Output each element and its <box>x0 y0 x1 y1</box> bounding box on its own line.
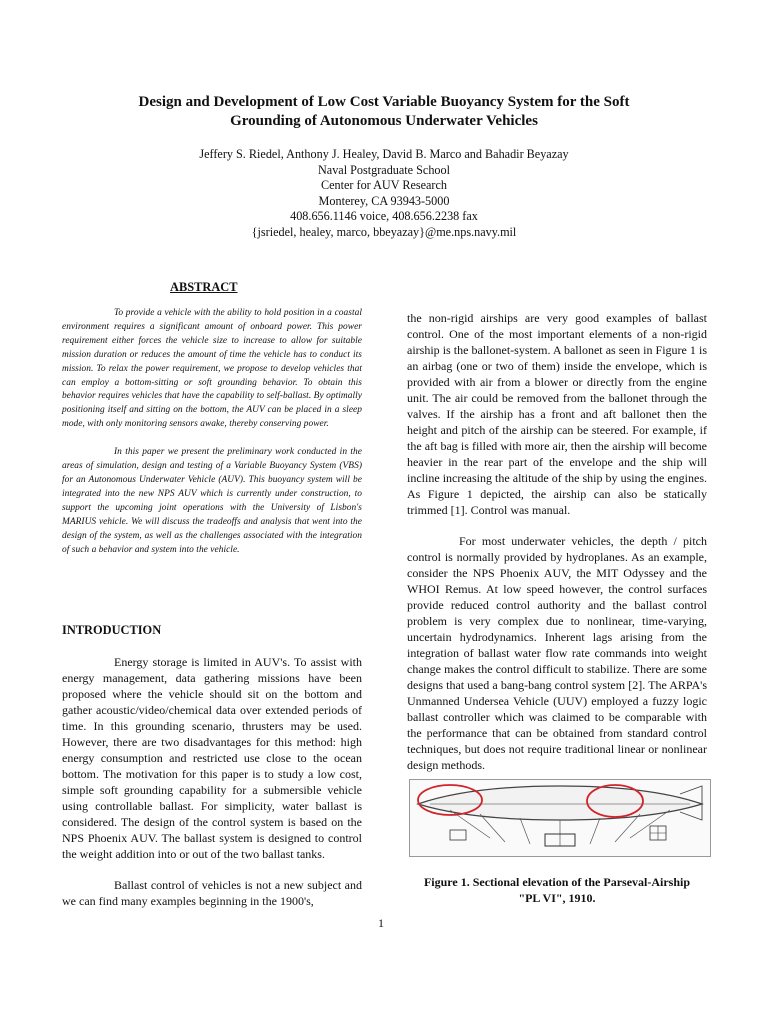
title-line-2: Grounding of Autonomous Underwater Vehicles <box>230 113 538 129</box>
introduction-body <box>62 654 362 862</box>
affiliation-line: Monterey, CA 93943-5000 <box>318 193 450 208</box>
airship-figure <box>409 779 711 857</box>
author-block <box>60 147 708 241</box>
caption-line-1: Figure 1. Sectional elevation of the Parseval-Airship <box>423 875 691 889</box>
affiliation-line: Center for AUV Research <box>320 178 447 193</box>
body-paragraph: Energy storage is limited in AUV's. To assist with energy management, data gathering missions have been proposed where the vehicle should sit on the bottom and gather acoustic/video/chemical data over extended periods of time. In this grounding scenario, thrusters may be used. However, there are two disadvantages for this method: high energy consumption and restricted use close to the ocean bottom. The motivation for this paper is to study a low cost, simple soft grounding capability for a submersible vehicle using controllable ballast. For simplicity, water ballast is considered. The design of the control system is based on the NPS Phoenix AUV. The ballast system is designed to control the weight addition into or out of the two ballast tanks. <box>62 655 362 861</box>
caption-line-2: "PL VI", 1910. <box>518 891 596 905</box>
introduction-body-continued <box>62 877 362 909</box>
contact-email: {jsriedel, healey, marco, bbeyazay}@me.nps.navy.mil <box>251 224 517 239</box>
author-names: Jeffery S. Riedel, Anthony J. Healey, David B. Marco and Bahadir Beyazay <box>199 147 569 161</box>
page-number: 1 <box>378 916 384 930</box>
figure-caption <box>407 874 707 906</box>
title-line-1: Design and Development of Low Cost Variable Buoyancy System for the Soft <box>138 94 630 110</box>
body-paragraph: Ballast control of vehicles is not a new subject and we can find many examples beginning in the 1900's, <box>62 878 362 908</box>
introduction-heading: INTRODUCTION <box>62 623 162 637</box>
airship-drawing <box>410 780 710 856</box>
abstract-paragraph: To provide a vehicle with the ability to hold position in a coastal environment requires a significant amount of onboard power. This power requirement either forces the vehicle size to increase to allow for suitable mission duration or reduces the amount of time the vehicle has to conduct its mission. To relax the power requirement, we propose to develop vehicles that can employ a bottom-sitting or soft grounding behavior. To obtain this behavior requires vehicles that have the capability to self-ballast. By optimally positioning itself and sitting on the bottom, the AUV can be placed in a sleep mode, with only monitoring sensors awake, thereby conserving power. <box>62 308 362 430</box>
abstract-body <box>62 307 362 557</box>
right-column-body <box>407 310 707 518</box>
contact-phone: 408.656.1146 voice, 408.656.2238 fax <box>290 209 478 224</box>
right-column-body-continued <box>407 533 707 773</box>
abstract-paragraph: In this paper we present the preliminary work conducted in the areas of simulation, design and testing of a Variable Buoyancy System (VBS) for an Autonomous Underwater Vehicle (AUV). This buoyancy system will be integrated into the new NPS AUV which is currently under construction, to support the upcoming joint operations with the University of Lisbon's MARIUS vehicle. We will discuss the tradeoffs and analysis that went into the design of the system, as well as the challenges associated with the integration of such a behavior and system into the vehicle. <box>62 447 362 555</box>
paper-title <box>60 93 708 131</box>
affiliation-line: Naval Postgraduate School <box>317 162 450 177</box>
body-paragraph: For most underwater vehicles, the depth / pitch control is normally provided by hydroplanes. As an example, consider the NPS Phoenix AUV, the MIT Odyssey and the WHOI Remus. At low speed however, the control surfaces provide reduced control authority and the ballast control problem is very complex due to nonlinear, time-varying, uncertain hydrodynamics. Inherent lags arising from the integration of ballast water flow rate commands into weight change makes the control difficult to stabilize. There are some designs that used a bang-bang control system [2]. The ARPA's Unmanned Undersea Vehicle (UUV) employed a fuzzy logic ballast controller which was claimed to be comparable with the performance that can be obtained from standard control techniques, but does not require traditional linear or nonlinear design methods. <box>407 534 707 772</box>
body-paragraph: the non-rigid airships are very good examples of ballast control. One of the most important elements of a non-rigid airship is the ballonet-system. A ballonet as seen in Figure 1 is an airbag (one or two of them) inside the envelope, which is provided with air from a blower or directly from the engine unit. The air could be removed from the ballonet through the valves. If the airship has a front and aft ballonet then the height and pitch of the airship can be steered. For example, if the aft bag is filled with more air, then the airship will become heavier in the rear part of the envelope and the ship will incline increasing the altitude of the ship by using the engines. As Figure 1 depicted, the airship can also be statically trimmed [1]. Control was manual. <box>407 311 707 517</box>
abstract-heading: ABSTRACT <box>170 280 238 294</box>
